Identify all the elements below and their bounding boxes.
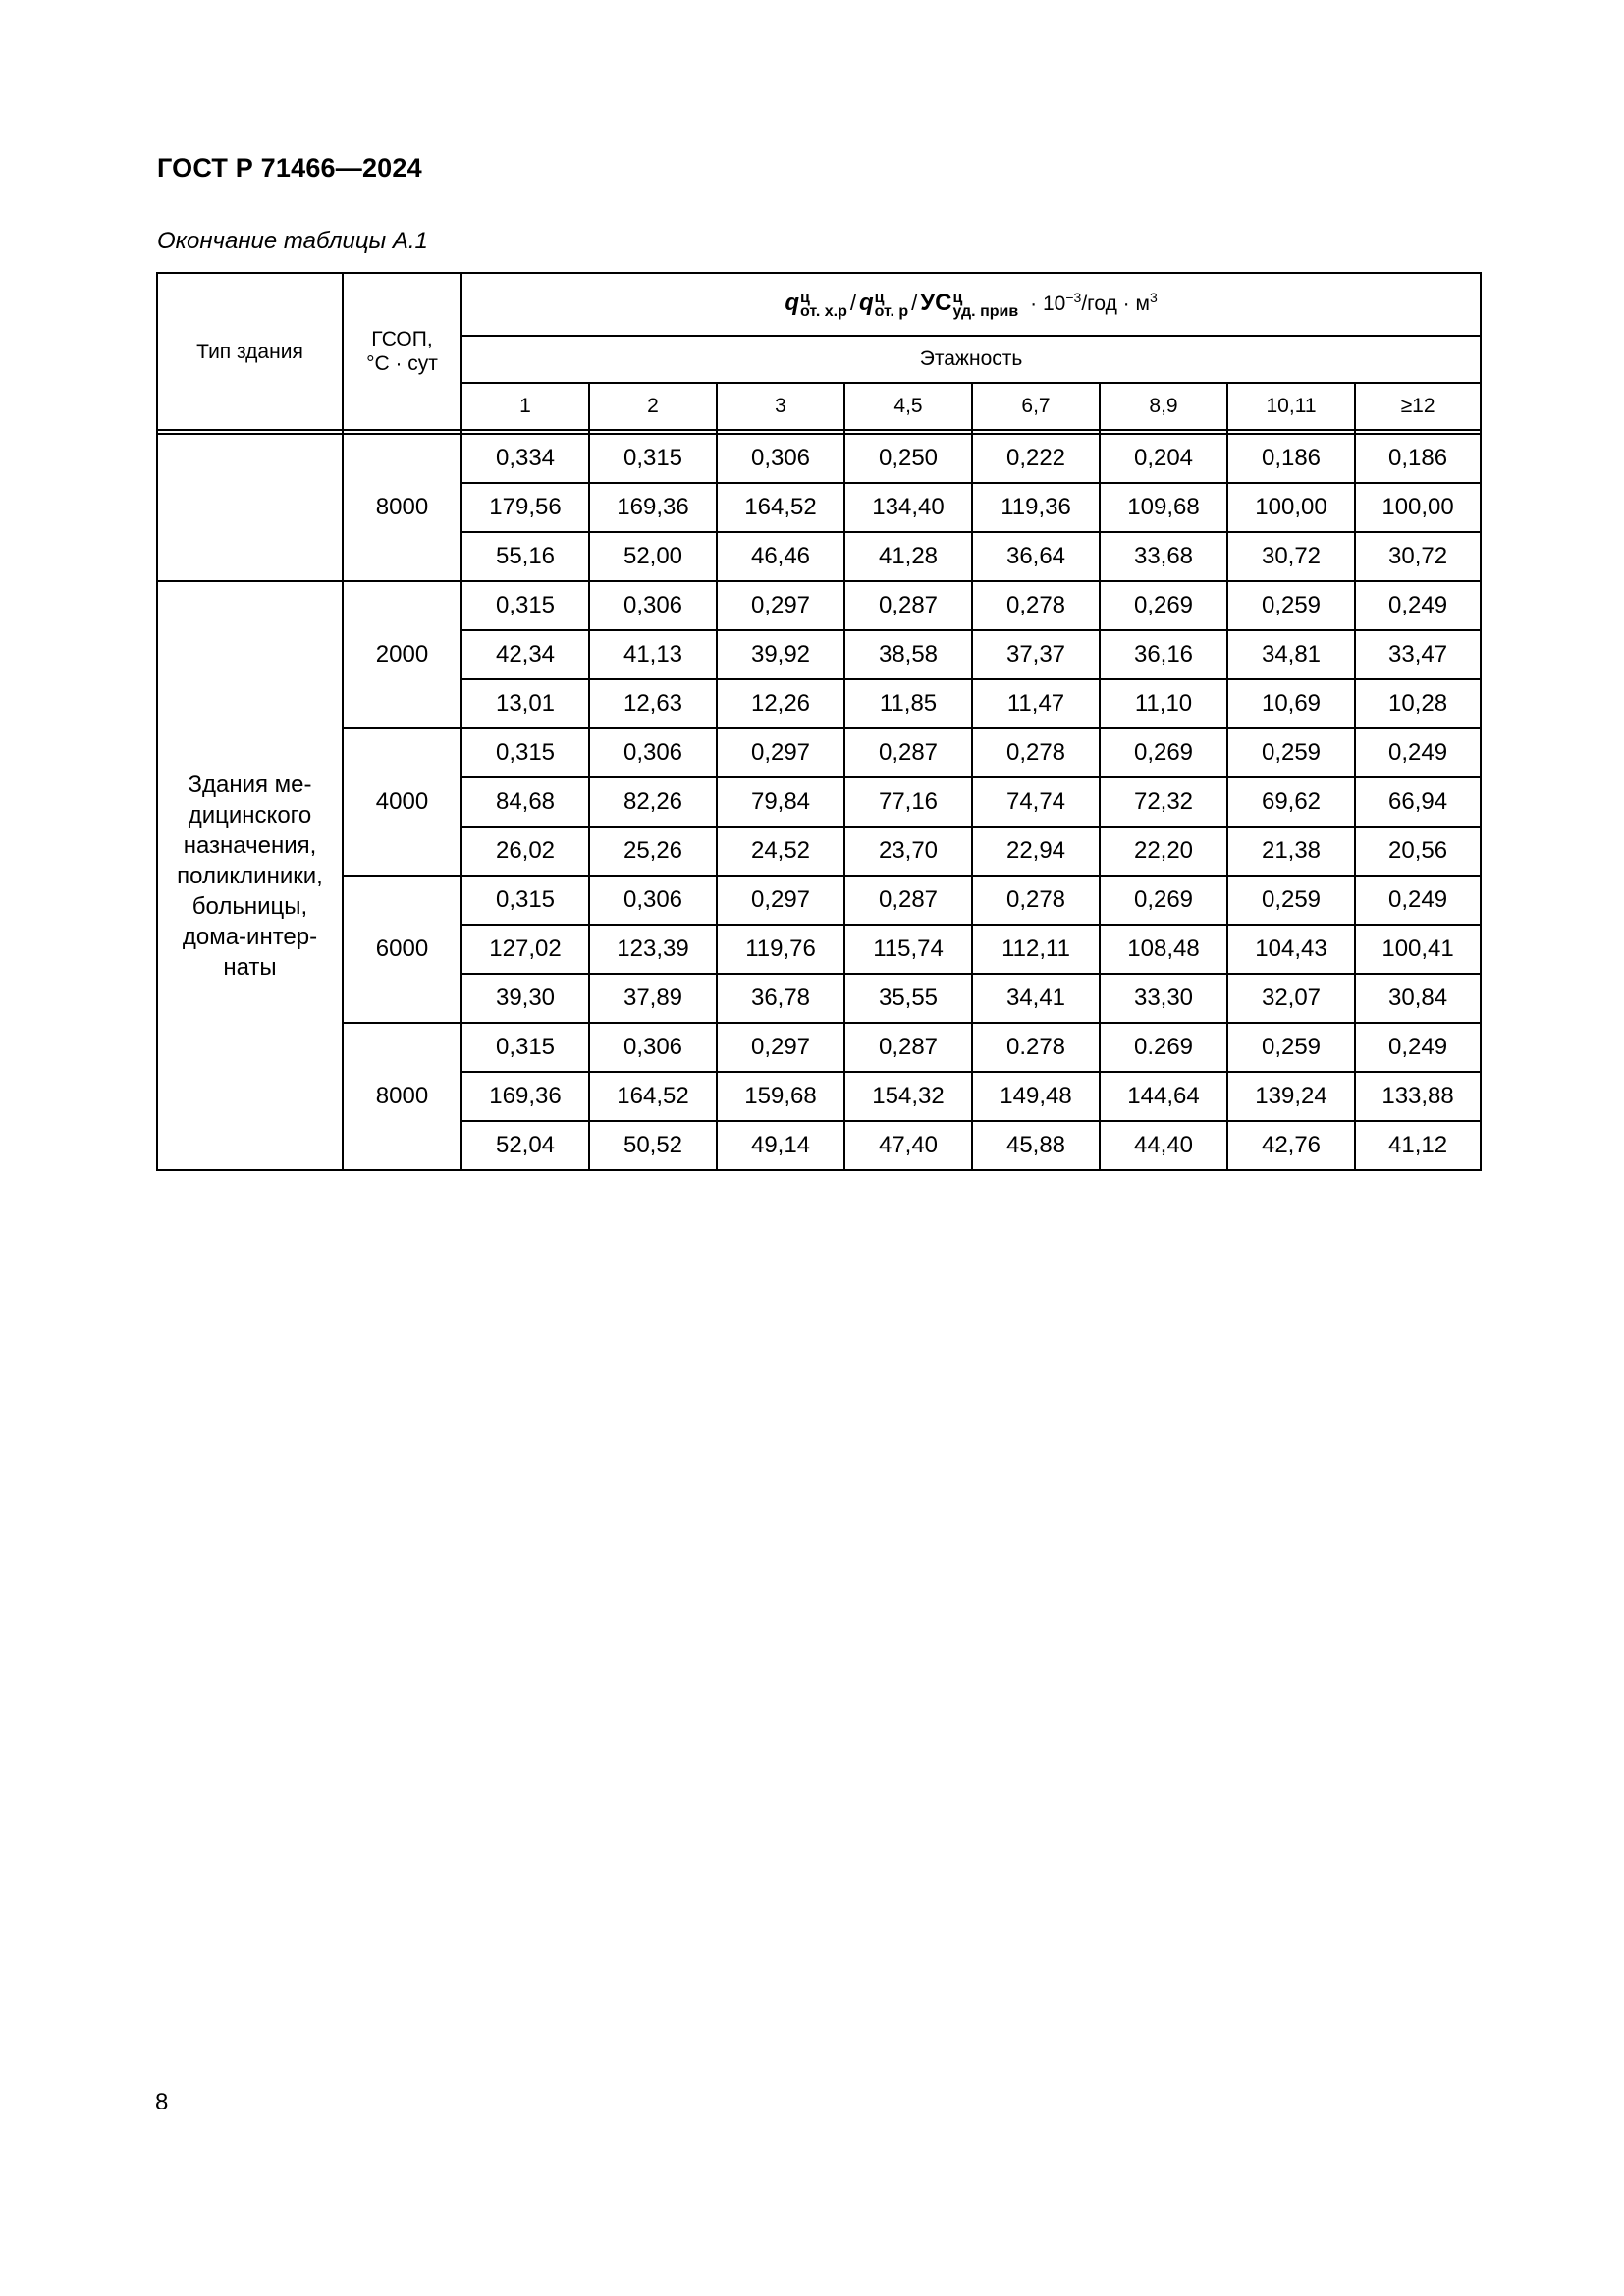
value-cell: 10,28 — [1355, 679, 1481, 728]
value-cell: 0,306 — [717, 434, 844, 483]
value-cell: 0,249 — [1355, 581, 1481, 630]
value-cell: 115,74 — [844, 925, 972, 974]
value-cell: 109,68 — [1100, 483, 1227, 532]
value-cell: 36,78 — [717, 974, 844, 1023]
table-row — [157, 728, 1481, 777]
value-cell: 47,40 — [844, 1121, 972, 1170]
value-cell: 0,269 — [1100, 581, 1227, 630]
value-cell: 72,32 — [1100, 777, 1227, 827]
value-cell: 10,69 — [1227, 679, 1355, 728]
value-cell: 22,20 — [1100, 827, 1227, 876]
value-cell: 0,315 — [461, 1023, 589, 1072]
value-cell: 21,38 — [1227, 827, 1355, 876]
value-cell: 33,30 — [1100, 974, 1227, 1023]
value-cell: 154,32 — [844, 1072, 972, 1121]
page-number: 8 — [155, 2089, 169, 2115]
formula-q2-sub: от. р — [874, 302, 909, 320]
value-cell: 0,287 — [844, 1023, 972, 1072]
value-cell: 0.269 — [1100, 1023, 1227, 1072]
data-table — [156, 272, 1482, 1171]
formula-unit-exp2: 3 — [1149, 290, 1158, 306]
value-cell: 100,00 — [1355, 483, 1481, 532]
value-cell: 41,13 — [589, 630, 717, 679]
value-cell: 0,297 — [717, 728, 844, 777]
value-cell: 0,297 — [717, 1023, 844, 1072]
value-cell: 119,36 — [972, 483, 1100, 532]
value-cell: 0,222 — [972, 434, 1100, 483]
value-cell: 0,259 — [1227, 876, 1355, 925]
gsop-cell: 8000 — [343, 1023, 461, 1170]
value-cell: 52,04 — [461, 1121, 589, 1170]
value-cell: 0,186 — [1227, 434, 1355, 483]
value-cell: 26,02 — [461, 827, 589, 876]
value-cell: 0,269 — [1100, 728, 1227, 777]
value-cell: 112,11 — [972, 925, 1100, 974]
value-cell: 42,76 — [1227, 1121, 1355, 1170]
building-type-cell — [157, 581, 343, 1170]
building-type-line: назначения, — [183, 831, 317, 859]
formula-slash-2: / — [911, 291, 918, 316]
value-cell: 12,26 — [717, 679, 844, 728]
building-type-line: больницы, — [191, 892, 308, 920]
formula-unit — [1030, 290, 1158, 316]
value-cell: 30,72 — [1355, 532, 1481, 581]
table-caption: Окончание таблицы А.1 — [157, 228, 428, 254]
value-cell: 164,52 — [717, 483, 844, 532]
value-cell: 11,47 — [972, 679, 1100, 728]
floor-col-header: 6,7 — [972, 383, 1100, 430]
value-cell: 0,306 — [589, 1023, 717, 1072]
value-cell: 37,89 — [589, 974, 717, 1023]
value-cell: 52,00 — [589, 532, 717, 581]
value-cell: 45,88 — [972, 1121, 1100, 1170]
value-cell: 55,16 — [461, 532, 589, 581]
header-building-type: Тип здания — [157, 273, 343, 430]
formula-q2: q — [858, 290, 874, 317]
building-type-cell — [157, 434, 343, 581]
value-cell: 0,306 — [589, 581, 717, 630]
value-cell: 74,74 — [972, 777, 1100, 827]
value-cell: 13,01 — [461, 679, 589, 728]
formula-q1-indices — [800, 289, 847, 320]
building-type-line: Здания ме- — [188, 771, 312, 798]
value-cell: 119,76 — [717, 925, 844, 974]
value-cell: 34,41 — [972, 974, 1100, 1023]
value-cell: 25,26 — [589, 827, 717, 876]
value-cell: 41,12 — [1355, 1121, 1481, 1170]
table-row — [157, 434, 1481, 483]
header-gsop — [343, 273, 461, 430]
value-cell: 37,37 — [972, 630, 1100, 679]
value-cell: 44,40 — [1100, 1121, 1227, 1170]
floor-col-header: 8,9 — [1100, 383, 1227, 430]
value-cell: 24,52 — [717, 827, 844, 876]
value-cell: 11,10 — [1100, 679, 1227, 728]
value-cell: 0,249 — [1355, 728, 1481, 777]
formula-q1-sup: ц — [800, 289, 810, 306]
building-type-line: дицинского — [188, 801, 312, 828]
value-cell: 100,00 — [1227, 483, 1355, 532]
value-cell: 32,07 — [1227, 974, 1355, 1023]
value-cell: 36,16 — [1100, 630, 1227, 679]
table-row — [157, 1023, 1481, 1072]
value-cell: 0,250 — [844, 434, 972, 483]
value-cell: 41,28 — [844, 532, 972, 581]
value-cell: 0,297 — [717, 581, 844, 630]
value-cell: 0,249 — [1355, 876, 1481, 925]
value-cell: 0,204 — [1100, 434, 1227, 483]
value-cell: 42,34 — [461, 630, 589, 679]
formula-q2-indices — [874, 289, 909, 320]
value-cell: 0,259 — [1227, 728, 1355, 777]
value-cell: 77,16 — [844, 777, 972, 827]
value-cell: 0,269 — [1100, 876, 1227, 925]
value-cell: 123,39 — [589, 925, 717, 974]
floor-col-header: 1 — [461, 383, 589, 430]
value-cell: 35,55 — [844, 974, 972, 1023]
value-cell: 36,64 — [972, 532, 1100, 581]
value-cell: 0,287 — [844, 876, 972, 925]
building-type-line: дома-интер- — [182, 923, 318, 950]
value-cell: 0,278 — [972, 581, 1100, 630]
floor-col-header: 2 — [589, 383, 717, 430]
value-cell: 46,46 — [717, 532, 844, 581]
value-cell: 0,278 — [972, 876, 1100, 925]
value-cell: 0,259 — [1227, 1023, 1355, 1072]
value-cell: 66,94 — [1355, 777, 1481, 827]
value-cell: 0,186 — [1355, 434, 1481, 483]
value-cell: 33,68 — [1100, 532, 1227, 581]
gsop-cell: 8000 — [343, 434, 461, 581]
value-cell: 0.278 — [972, 1023, 1100, 1072]
gsop-cell: 6000 — [343, 876, 461, 1023]
value-cell: 0,315 — [461, 728, 589, 777]
table-body — [157, 430, 1481, 1170]
value-cell: 84,68 — [461, 777, 589, 827]
value-cell: 144,64 — [1100, 1072, 1227, 1121]
floor-col-header: 4,5 — [844, 383, 972, 430]
value-cell: 39,30 — [461, 974, 589, 1023]
formula-q1-sub: от. х.р — [800, 302, 847, 320]
value-cell: 0,297 — [717, 876, 844, 925]
header-gsop-line2: °С · сут — [366, 352, 438, 375]
formula-uc-sub: уд. прив — [952, 302, 1019, 320]
formula-uc: УС — [920, 290, 952, 317]
value-cell: 39,92 — [717, 630, 844, 679]
value-cell: 159,68 — [717, 1072, 844, 1121]
value-cell: 149,48 — [972, 1072, 1100, 1121]
formula-unit-mid: /год · м — [1081, 293, 1150, 316]
value-cell: 0,306 — [589, 728, 717, 777]
document-code: ГОСТ Р 71466—2024 — [157, 153, 422, 183]
value-cell: 108,48 — [1100, 925, 1227, 974]
value-cell: 22,94 — [972, 827, 1100, 876]
value-cell: 38,58 — [844, 630, 972, 679]
value-cell: 0,278 — [972, 728, 1100, 777]
table-row — [157, 876, 1481, 925]
value-cell: 0,315 — [461, 581, 589, 630]
formula-uc-sup: ц — [952, 289, 963, 306]
floor-col-header: ≥12 — [1355, 383, 1481, 430]
value-cell: 12,63 — [589, 679, 717, 728]
value-cell: 11,85 — [844, 679, 972, 728]
value-cell: 30,72 — [1227, 532, 1355, 581]
value-cell: 0,287 — [844, 728, 972, 777]
formula-uc-indices — [952, 289, 1019, 320]
value-cell: 34,81 — [1227, 630, 1355, 679]
header-floors: Этажность — [461, 336, 1481, 383]
gsop-cell: 2000 — [343, 581, 461, 728]
floor-col-header: 3 — [717, 383, 844, 430]
value-cell: 100,41 — [1355, 925, 1481, 974]
value-cell: 0,315 — [589, 434, 717, 483]
value-cell: 164,52 — [589, 1072, 717, 1121]
value-cell: 133,88 — [1355, 1072, 1481, 1121]
gsop-cell: 4000 — [343, 728, 461, 876]
formula-slash-1: / — [849, 291, 856, 316]
value-cell: 49,14 — [717, 1121, 844, 1170]
value-cell: 79,84 — [717, 777, 844, 827]
value-cell: 82,26 — [589, 777, 717, 827]
header-gsop-line1: ГСОП, — [371, 328, 433, 350]
value-cell: 30,84 — [1355, 974, 1481, 1023]
value-cell: 0,315 — [461, 876, 589, 925]
value-cell: 33,47 — [1355, 630, 1481, 679]
value-cell: 0,306 — [589, 876, 717, 925]
value-cell: 179,56 — [461, 483, 589, 532]
value-cell: 127,02 — [461, 925, 589, 974]
building-type-line: наты — [223, 953, 277, 981]
formula-unit-prefix: · 10 — [1030, 293, 1066, 316]
header-formula — [461, 273, 1481, 336]
value-cell: 0,287 — [844, 581, 972, 630]
value-cell: 104,43 — [1227, 925, 1355, 974]
value-cell: 69,62 — [1227, 777, 1355, 827]
value-cell: 0,249 — [1355, 1023, 1481, 1072]
formula-q2-sup: ц — [874, 289, 885, 306]
building-type-line: поликлиники, — [177, 862, 323, 889]
value-cell: 0,334 — [461, 434, 589, 483]
value-cell: 139,24 — [1227, 1072, 1355, 1121]
value-cell: 20,56 — [1355, 827, 1481, 876]
table-row — [157, 581, 1481, 630]
value-cell: 23,70 — [844, 827, 972, 876]
value-cell: 50,52 — [589, 1121, 717, 1170]
value-cell: 169,36 — [461, 1072, 589, 1121]
formula-unit-exp: −3 — [1065, 290, 1082, 306]
value-cell: 169,36 — [589, 483, 717, 532]
floor-col-header: 10,11 — [1227, 383, 1355, 430]
formula-q1: q — [785, 290, 800, 317]
value-cell: 0,259 — [1227, 581, 1355, 630]
value-cell: 134,40 — [844, 483, 972, 532]
